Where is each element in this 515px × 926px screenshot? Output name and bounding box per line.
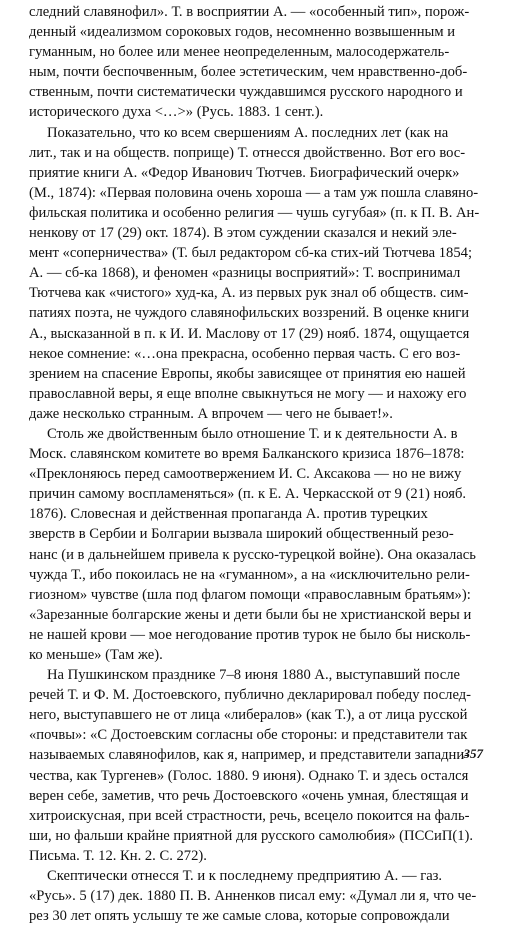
text-line: «Русь». 5 (17) дек. 1880 П. В. Анненков писал ему: «Думал ли я, что че- [29,888,477,905]
text-line: гиозном» чувстве (шла под флагом помощи «православным братьям»): [29,586,471,603]
text-line: хитроискусная, при всей страстности, речь, всецело покоится на фаль- [29,807,470,824]
text-line: ко меньше» (Там же). [29,647,163,663]
text-line: А. — сб-ка 1868), и феномен «разницы восприятий»: Т. воспринимал [29,265,461,282]
text-line: верен себе, заметив, что речь Достоевского «очень умная, блестящая и [29,787,469,804]
text-line: Скептически отнесся Т. и к последнему предприятию А. — газ. [47,868,443,885]
text-line: Тютчева как «чистого» худ-ка, А. из первых рук знал об обществ. сим- [29,285,469,302]
text-line: зрением на спасение Европы, якобы зависящее от принятия ею нашей [29,365,466,382]
paragraph [29,866,484,926]
text-line: рез 30 лет опять услышу те же самые слова, которые сопровождали [29,908,450,925]
paragraph [29,665,484,866]
text-line: некое сомнение: «…она прекрасна, особенно первая часть. С его воз- [29,345,461,362]
text-line: 1876). Словесная и действенная пропаганда А. против турецких [29,506,428,523]
paragraph [29,424,484,665]
text-line: следний славянофил». Т. в восприятии А. — «особенный тип», порож- [29,4,470,20]
text-line: ным, почти беспочвенным, более эстетическим, чем нравственно-доб- [29,64,468,81]
text-body [29,2,484,926]
text-line: Письма. Т. 12. Кн. 2. С. 272). [29,847,207,864]
text-line: исторического духа <…>» (Русь. 1883. 1 сент.). [29,104,324,121]
text-line: него, выступавшего не от лица «либералов» (как Т.), а от лица русской [29,707,468,724]
text-line: гуманным, но более или менее неопределенным, малосодержатель- [29,44,450,61]
text-line: лит., так и на обществ. поприще) Т. отнесся двойственно. Вот его вос- [29,144,466,161]
text-line: Столь же двойственным было отношение Т. и к деятельности А. в [47,425,458,442]
text-line: (М., 1874): «Первая половина очень хороша — а там уж пошла славяно- [29,184,479,201]
page-number: 357 [463,746,483,761]
text-line: А., высказанной в п. к И. И. Маслову от 17 (29) нояб. 1874, ощущается [29,325,470,342]
text-line: ненкову от 17 (29) окт. 1874). В этом суждении сказался и некий эле- [29,225,457,242]
text-line: православной веры, я еще вполне свыкнуться не могу — и нахожу его [29,385,467,402]
text-line: называемых славянофилов, как я, например, и представители западни- [29,747,470,764]
text-line: патиях поэта, не чуждого славянофильских воззрений. В оценке книги [29,305,470,322]
text-line: приятие книги А. «Федор Иванович Тютчев. Биографический очерк» [29,164,460,181]
paragraph [29,123,484,424]
text-line: Моск. славянском комитете во время Балканского кризиса 1876–1878: [29,446,465,463]
text-line: ственным, почти систематически чуждавшимся русского народного и [29,84,463,101]
text-line: «Зарезанные болгарские жены и дети были бы не христианской веры и [29,606,472,623]
text-line: чества, как Тургенев» (Голос. 1880. 9 июня). Однако Т. и здесь остался [29,767,469,784]
text-line: На Пушкинском празднике 7–8 июня 1880 А., выступавший после [47,667,460,684]
text-line: не нашей крови — мое негодование против турок не было бы нисколь- [29,626,471,643]
text-line: причин самому воспламеняться» (п. к Е. А. Черкасской от 9 (21) нояб. [29,486,467,503]
text-line: зверств в Сербии и Болгарии вызвала широкий общественный резо- [29,526,454,543]
text-line: «Преклоняюсь перед самоотвержением И. С. Аксакова — но не вижу [29,466,462,483]
text-line: «почвы»: «С Достоевским согласны обе стороны: и представители так [29,727,468,744]
text-line: ши, но фальши крайне приятной для русского самолюбия» (ПССиП(1). [29,827,474,844]
text-line: даже несколько странным. А впрочем — чего не бывает!». [29,405,393,422]
text-line: мент «соперничества» (Т. был редактором сб-ка стих-ий Тютчева 1854; [29,245,472,262]
text-line: речей Т. и Ф. М. Достоевского, публично декларировал победу послед- [29,687,472,704]
text-line: нанс (и в дальнейшем привела к русско-турецкой войне). Она оказалась [29,546,476,563]
text-line: чужда Т., ибо покоилась не на «гуманном», а на «исключительно рели- [29,566,470,583]
paragraph [29,2,484,123]
text-line: фильская политика и особенно религия — чушь сугубая» (п. к П. В. Ан- [29,204,480,221]
text-line: денный «идеализмом сороковых годов, несомненно возвышенным и [29,24,456,41]
text-line: Показательно, что ко всем свершениям А. последних лет (как на [47,124,449,141]
